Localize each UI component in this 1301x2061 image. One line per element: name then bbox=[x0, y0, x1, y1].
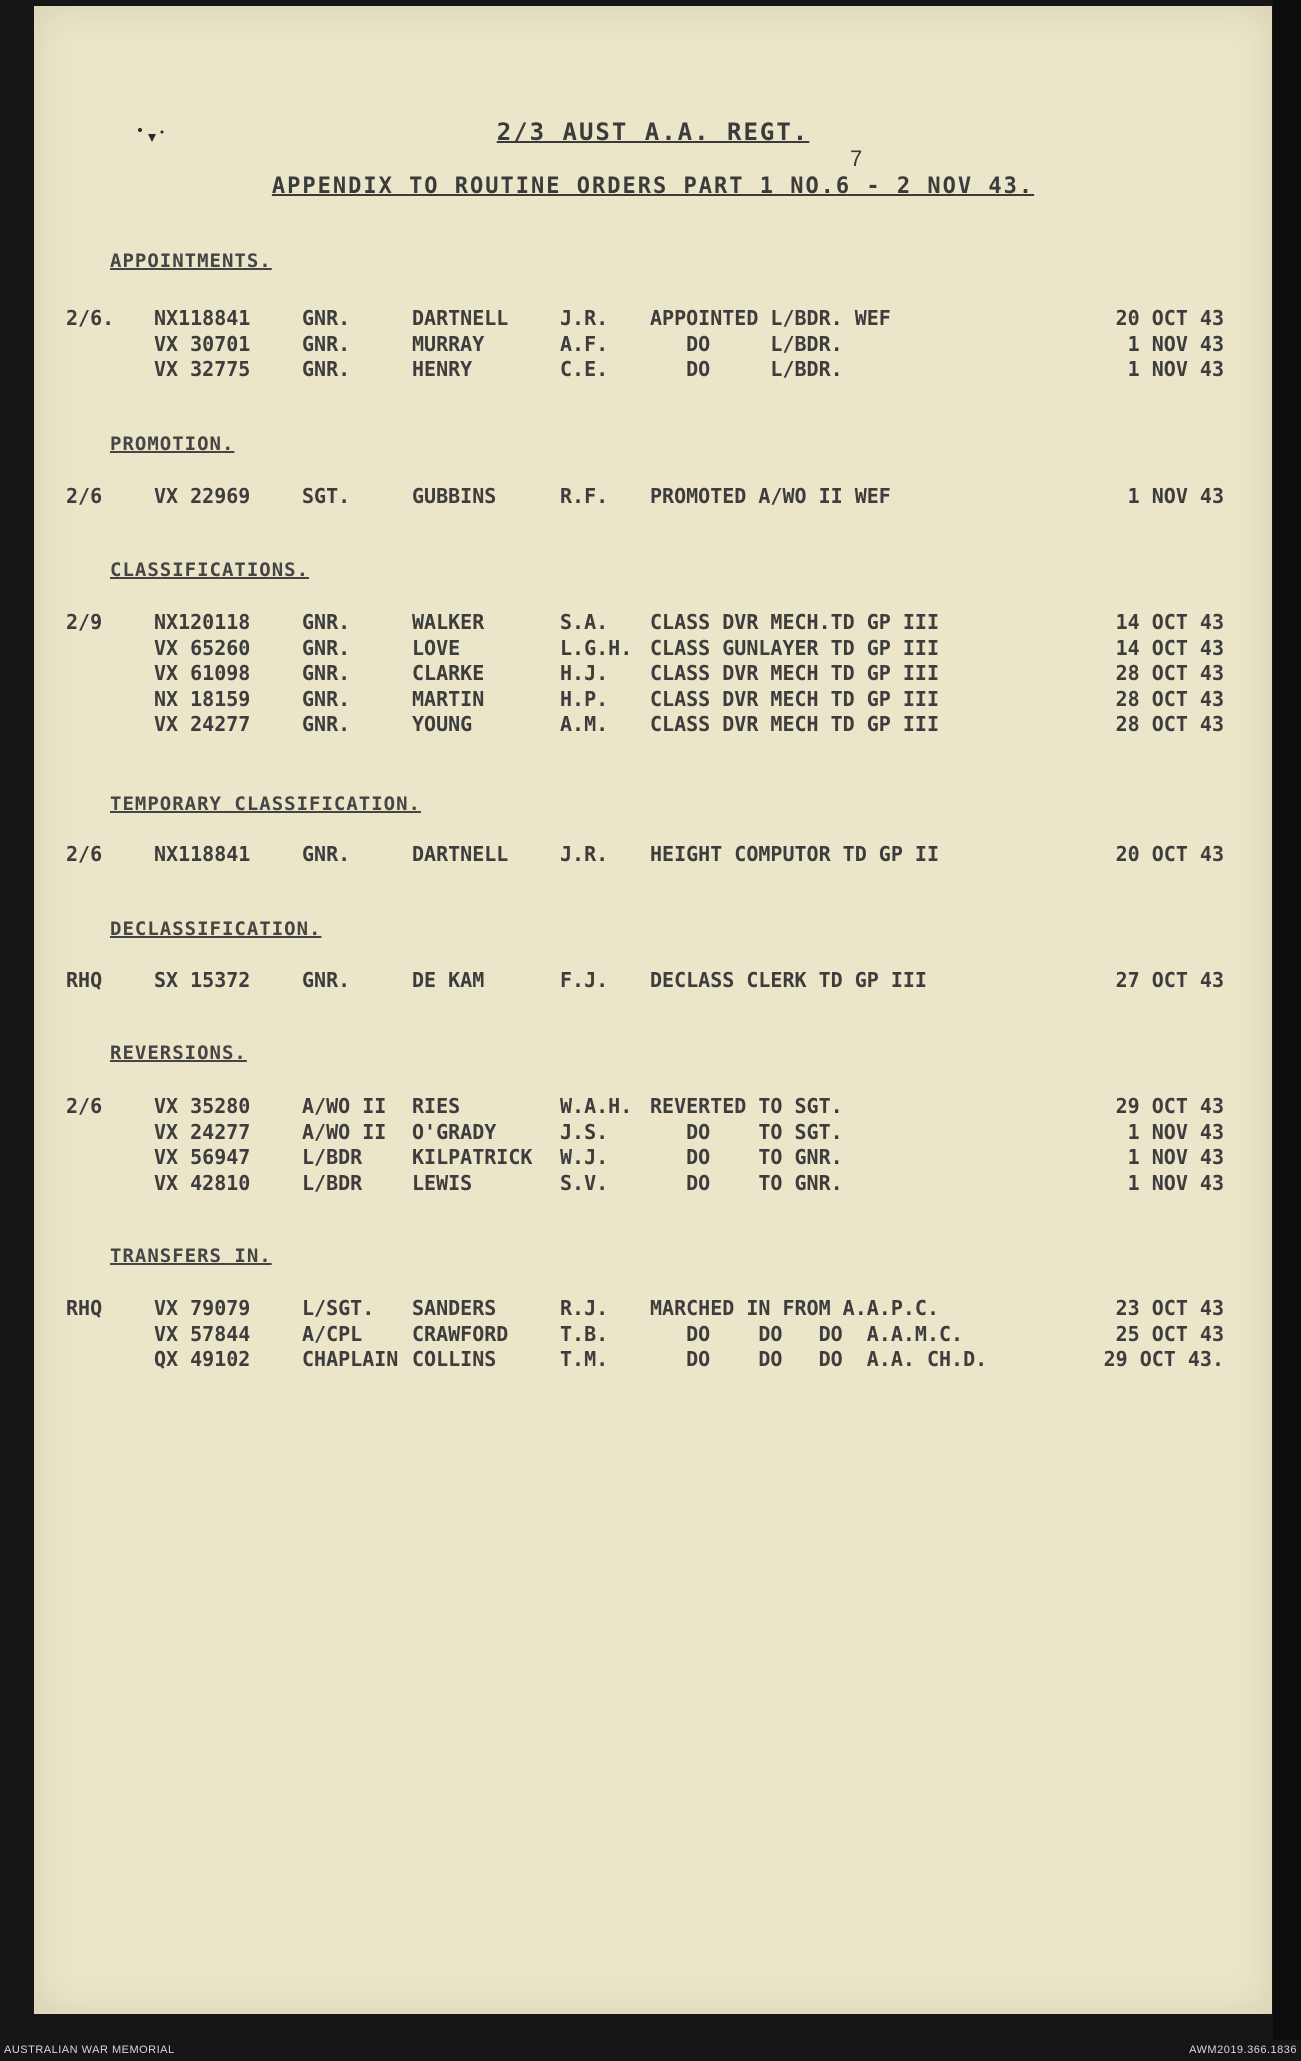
row-action: APPOINTED L/BDR. WEF bbox=[650, 306, 891, 330]
row-action: CLASS DVR MECH.TD GP III bbox=[650, 610, 939, 634]
section-heading: APPOINTMENTS. bbox=[110, 250, 272, 272]
row-rank: GNR. bbox=[302, 686, 351, 711]
row-init: H.J. bbox=[560, 661, 609, 685]
row-name: LEWIS bbox=[412, 1170, 473, 1195]
row-init: J.R. bbox=[560, 842, 609, 866]
row-rank: GNR. bbox=[302, 357, 351, 381]
row-name: LOVE bbox=[412, 635, 461, 660]
order-row bbox=[34, 332, 1272, 358]
row-action: DO L/BDR. bbox=[650, 331, 843, 356]
row-unit: 2/6 bbox=[66, 842, 103, 866]
row-no: VX 61098 bbox=[154, 661, 251, 685]
section-heading: TEMPORARY CLASSIFICATION. bbox=[110, 793, 421, 815]
order-row bbox=[34, 687, 1272, 713]
row-rank: CHAPLAIN bbox=[302, 1347, 399, 1371]
order-row bbox=[34, 306, 1272, 332]
row-no: VX 30701 bbox=[154, 331, 251, 356]
row-date: 28 OCT 43 bbox=[1115, 686, 1224, 711]
row-name: CRAWFORD bbox=[412, 1321, 509, 1346]
row-action: DO DO DO A.A.M.C. bbox=[650, 1321, 964, 1346]
row-rank: GNR. bbox=[302, 610, 351, 634]
section-heading: CLASSIFICATIONS. bbox=[110, 559, 310, 581]
row-no: NX120118 bbox=[154, 610, 251, 634]
row-action: PROMOTED A/WO II WEF bbox=[650, 484, 891, 508]
row-date: 1 NOV 43 bbox=[1127, 1170, 1224, 1195]
row-unit: 2/6 bbox=[66, 1094, 103, 1118]
row-name: CLARKE bbox=[412, 661, 485, 685]
row-action: DECLASS CLERK TD GP III bbox=[650, 968, 927, 992]
order-row bbox=[34, 1322, 1272, 1348]
order-row bbox=[34, 968, 1272, 994]
row-unit: 2/9 bbox=[66, 610, 103, 634]
row-rank: GNR. bbox=[302, 306, 351, 330]
row-date: 1 NOV 43 bbox=[1127, 1119, 1224, 1144]
row-date: 14 OCT 43 bbox=[1115, 635, 1224, 660]
row-rank: GNR. bbox=[302, 842, 351, 866]
row-name: DARTNELL bbox=[412, 842, 509, 866]
row-date: 1 NOV 43 bbox=[1127, 357, 1224, 381]
row-no: VX 35280 bbox=[154, 1094, 251, 1118]
row-init: J.S. bbox=[560, 1119, 609, 1144]
order-row bbox=[34, 661, 1272, 687]
row-name: O'GRADY bbox=[412, 1119, 497, 1144]
row-init: A.M. bbox=[560, 712, 609, 736]
row-init: T.B. bbox=[560, 1321, 609, 1346]
row-action: DO TO SGT. bbox=[650, 1119, 843, 1144]
row-name: MURRAY bbox=[412, 331, 485, 356]
order-row bbox=[34, 842, 1272, 868]
row-action: CLASS DVR MECH TD GP III bbox=[650, 712, 939, 736]
handwritten-number: 7 bbox=[850, 146, 863, 171]
row-no: VX 79079 bbox=[154, 1296, 251, 1320]
row-init: R.F. bbox=[560, 484, 609, 508]
row-action: HEIGHT COMPUTOR TD GP II bbox=[650, 842, 939, 866]
row-rank: A/WO II bbox=[302, 1094, 387, 1118]
order-row bbox=[34, 1145, 1272, 1171]
row-date: 20 OCT 43 bbox=[1115, 306, 1224, 330]
row-init: L.G.H. bbox=[560, 635, 633, 660]
section-heading: PROMOTION. bbox=[110, 433, 235, 455]
row-init: T.M. bbox=[560, 1347, 609, 1371]
order-row bbox=[34, 484, 1272, 510]
row-date: 29 OCT 43. bbox=[1103, 1347, 1224, 1371]
row-rank: A/WO II bbox=[302, 1119, 387, 1144]
row-action: REVERTED TO SGT. bbox=[650, 1094, 843, 1118]
row-init: J.R. bbox=[560, 306, 609, 330]
row-name: GUBBINS bbox=[412, 484, 497, 508]
row-init: A.F. bbox=[560, 331, 609, 356]
row-no: NX118841 bbox=[154, 842, 251, 866]
section-heading: TRANSFERS IN. bbox=[110, 1245, 272, 1267]
row-init: R.J. bbox=[560, 1296, 609, 1320]
row-name: DARTNELL bbox=[412, 306, 509, 330]
row-name: KILPATRICK bbox=[412, 1145, 533, 1169]
document-page bbox=[34, 6, 1272, 2014]
order-row bbox=[34, 1347, 1272, 1373]
order-row bbox=[34, 636, 1272, 662]
row-no: VX 56947 bbox=[154, 1145, 251, 1169]
row-action: CLASS GUNLAYER TD GP III bbox=[650, 635, 939, 660]
footer-accession-number: AWM2019.366.1836 bbox=[1189, 2044, 1297, 2056]
row-name: WALKER bbox=[412, 610, 485, 634]
row-rank: GNR. bbox=[302, 968, 351, 992]
row-date: 1 NOV 43 bbox=[1127, 1145, 1224, 1169]
row-date: 25 OCT 43 bbox=[1115, 1321, 1224, 1346]
order-row bbox=[34, 357, 1272, 383]
row-rank: GNR. bbox=[302, 661, 351, 685]
row-date: 20 OCT 43 bbox=[1115, 842, 1224, 866]
row-rank: GNR. bbox=[302, 635, 351, 660]
row-no: NX 18159 bbox=[154, 686, 251, 711]
row-action: CLASS DVR MECH TD GP III bbox=[650, 686, 939, 711]
row-name: SANDERS bbox=[412, 1296, 497, 1320]
row-unit: RHQ bbox=[66, 1296, 103, 1320]
row-rank: L/BDR bbox=[302, 1170, 363, 1195]
appendix-subtitle: APPENDIX TO ROUTINE ORDERS PART 1 NO.6 - 2 NOV 43. bbox=[271, 174, 1035, 199]
order-row bbox=[34, 1094, 1272, 1120]
row-date: 1 NOV 43 bbox=[1127, 331, 1224, 356]
row-name: YOUNG bbox=[412, 712, 473, 736]
row-name: RIES bbox=[412, 1094, 461, 1118]
order-row bbox=[34, 712, 1272, 738]
row-init: F.J. bbox=[560, 968, 609, 992]
section-heading: REVERSIONS. bbox=[110, 1042, 247, 1064]
row-init: S.V. bbox=[560, 1170, 609, 1195]
row-unit: 2/6. bbox=[66, 306, 115, 330]
row-name: HENRY bbox=[412, 357, 473, 381]
row-no: VX 42810 bbox=[154, 1170, 251, 1195]
row-rank: L/BDR bbox=[302, 1145, 363, 1169]
order-row bbox=[34, 610, 1272, 636]
row-name: MARTIN bbox=[412, 686, 485, 711]
row-no: VX 22969 bbox=[154, 484, 251, 508]
row-init: S.A. bbox=[560, 610, 609, 634]
row-no: QX 49102 bbox=[154, 1347, 251, 1371]
footer-institution: AUSTRALIAN WAR MEMORIAL bbox=[4, 2044, 175, 2056]
row-init: W.J. bbox=[560, 1145, 609, 1169]
order-row bbox=[34, 1120, 1272, 1146]
row-init: C.E. bbox=[560, 357, 609, 381]
regiment-title: 2/3 AUST A.A. REGT. bbox=[496, 118, 810, 146]
row-action: DO L/BDR. bbox=[650, 357, 843, 381]
scan-edge bbox=[1273, 0, 1301, 2040]
row-init: H.P. bbox=[560, 686, 609, 711]
row-action: MARCHED IN FROM A.A.P.C. bbox=[650, 1296, 939, 1320]
row-rank: GNR. bbox=[302, 331, 351, 356]
row-rank: GNR. bbox=[302, 712, 351, 736]
row-no: VX 24277 bbox=[154, 712, 251, 736]
row-unit: 2/6 bbox=[66, 484, 103, 508]
row-rank: A/CPL bbox=[302, 1321, 363, 1346]
row-action: DO TO GNR. bbox=[650, 1145, 843, 1169]
row-no: NX118841 bbox=[154, 306, 251, 330]
row-no: VX 32775 bbox=[154, 357, 251, 381]
row-date: 1 NOV 43 bbox=[1127, 484, 1224, 508]
row-no: VX 57844 bbox=[154, 1321, 251, 1346]
row-date: 29 OCT 43 bbox=[1115, 1094, 1224, 1118]
row-date: 14 OCT 43 bbox=[1115, 610, 1224, 634]
row-rank: SGT. bbox=[302, 484, 351, 508]
row-action: CLASS DVR MECH TD GP III bbox=[650, 661, 939, 685]
section-heading: DECLASSIFICATION. bbox=[110, 918, 322, 940]
row-no: SX 15372 bbox=[154, 968, 251, 992]
row-date: 23 OCT 43 bbox=[1115, 1296, 1224, 1320]
row-name: COLLINS bbox=[412, 1347, 497, 1371]
row-no: VX 65260 bbox=[154, 635, 251, 660]
order-row bbox=[34, 1171, 1272, 1197]
row-date: 28 OCT 43 bbox=[1115, 712, 1224, 736]
row-init: W.A.H. bbox=[560, 1094, 633, 1118]
order-row bbox=[34, 1296, 1272, 1322]
row-no: VX 24277 bbox=[154, 1119, 251, 1144]
row-action: DO DO DO A.A. CH.D. bbox=[650, 1347, 988, 1371]
row-unit: RHQ bbox=[66, 968, 103, 992]
row-name: DE KAM bbox=[412, 968, 485, 992]
row-date: 27 OCT 43 bbox=[1115, 968, 1224, 992]
row-date: 28 OCT 43 bbox=[1115, 661, 1224, 685]
row-rank: L/SGT. bbox=[302, 1296, 375, 1320]
row-action: DO TO GNR. bbox=[650, 1170, 843, 1195]
